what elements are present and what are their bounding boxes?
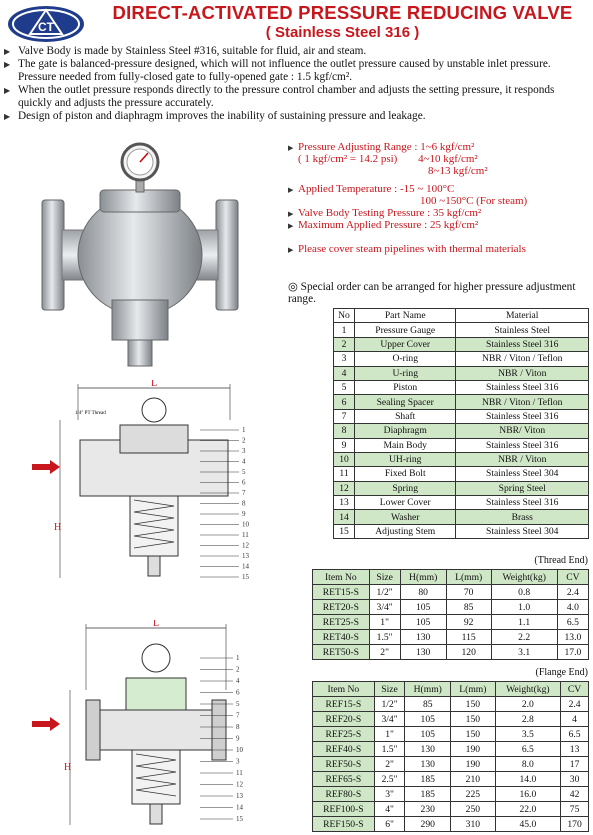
table-cell: Upper Cover	[355, 337, 456, 351]
table-header-row	[334, 309, 589, 323]
table-cell: 2.8	[495, 712, 561, 727]
table-cell: NBR / Viton	[456, 366, 589, 380]
callout-number: 7	[242, 489, 246, 497]
table-cell: 75	[561, 802, 589, 817]
callout-number: 1	[242, 426, 246, 434]
table-cell: 3.1	[491, 645, 557, 660]
table-cell: REF20-S	[313, 712, 375, 727]
callout-number: 4	[242, 457, 246, 466]
callout-number: 1	[236, 654, 240, 662]
table-cell: 8	[334, 424, 355, 438]
table-cell: 6	[334, 395, 355, 409]
callout-number: 7	[236, 711, 240, 720]
table-cell: 130	[405, 757, 451, 772]
table-cell: 2"	[369, 645, 400, 660]
callout-number: 15	[236, 815, 243, 823]
table-cell: 13	[334, 496, 355, 510]
feature-item: ▶ The gate is balanced-pressure designed, which will not influence the outlet pressure caused by unstable inlet pressure. Pressure needed from fully-closed gate to fully-opened gate : 1.5 kgf/cm².	[4, 58, 589, 84]
table-cell: 16.0	[495, 787, 561, 802]
table-cell: 11	[334, 467, 355, 481]
callout-number: 2	[236, 665, 240, 674]
callout-number: 5	[236, 700, 240, 708]
callout-number: 3	[236, 757, 240, 766]
column-header: Item No	[313, 682, 375, 697]
column-header: Weight(kg)	[491, 570, 557, 585]
page-title: DIRECT-ACTIVATED PRESSURE REDUCING VALVE	[112, 2, 573, 23]
special-order-note: ◎ Special order can be arranged for higher pressure adjustment range.	[288, 281, 576, 305]
table-cell: Shaft	[355, 409, 456, 423]
callout-number: 10	[236, 746, 243, 754]
column-header: Size	[374, 682, 405, 697]
parts-table	[333, 308, 589, 539]
table-cell: Stainless Steel 304	[456, 524, 589, 538]
table-cell: 42	[561, 787, 589, 802]
table-row	[313, 817, 589, 832]
company-logo	[6, 4, 86, 44]
table-header-row	[313, 570, 589, 585]
table-cell: 8.0	[495, 757, 561, 772]
callout-number: 15	[242, 573, 249, 580]
callout-number: 8	[242, 499, 246, 508]
table-cell: RET50-S	[313, 645, 370, 660]
thread-end-cross-section-drawing	[30, 380, 270, 580]
feature-item: ▶ Valve Body is made by Stainless Steel #316, suitable for fluid, air and steam.	[4, 45, 589, 58]
table-cell: 1/2"	[374, 697, 405, 712]
table-cell: 3/4"	[374, 712, 405, 727]
table-cell: 1"	[369, 615, 400, 630]
callout-number: 11	[242, 531, 249, 539]
table-cell: 92	[446, 615, 491, 630]
feature-list	[4, 45, 589, 123]
table-cell: 1.5"	[374, 742, 405, 757]
table-cell: 2"	[374, 757, 405, 772]
table-cell: 1/2"	[369, 585, 400, 600]
column-header: Weight(kg)	[495, 682, 561, 697]
callout-number: 4	[236, 677, 240, 685]
table-cell: 6.5	[561, 727, 589, 742]
table-cell: Stainless Steel 316	[456, 337, 589, 351]
column-header: CV	[561, 682, 589, 697]
table-cell: 2.5"	[374, 772, 405, 787]
table-cell: 2.4	[557, 585, 588, 600]
table-cell: 45.0	[495, 817, 561, 832]
table-cell: 17	[561, 757, 589, 772]
table-cell: 105	[405, 727, 451, 742]
table-cell: 105	[400, 600, 446, 615]
valve-photo	[40, 140, 240, 370]
table-cell: 105	[405, 712, 451, 727]
table-row	[313, 630, 589, 645]
table-cell: 4"	[374, 802, 405, 817]
table-cell: 4	[334, 366, 355, 380]
table-cell: 22.0	[495, 802, 561, 817]
table-cell: 1"	[374, 727, 405, 742]
table-row	[334, 352, 589, 366]
table-cell: NBR / Viton	[456, 452, 589, 466]
table-cell: 5	[334, 380, 355, 394]
feature-item: ▶ Design of piston and diaphragm improves the inability of sustaining pressure and leakage.	[4, 110, 589, 123]
table-row	[313, 645, 589, 660]
thread-note: 1/4" PT Thread	[75, 411, 106, 416]
table-cell: 115	[446, 630, 491, 645]
table-row	[334, 337, 589, 351]
table-cell: REF25-S	[313, 727, 375, 742]
table-cell: REF80-S	[313, 787, 375, 802]
table-cell: 310	[451, 817, 495, 832]
table-cell: U-ring	[355, 366, 456, 380]
table-cell: 13	[561, 742, 589, 757]
column-header: Part Name	[355, 309, 456, 323]
callout-number: 9	[242, 510, 246, 518]
table-cell: Spring Steel	[456, 481, 589, 495]
callout-number: 13	[242, 552, 249, 560]
table-cell: 210	[451, 772, 495, 787]
table-cell: RET15-S	[313, 585, 370, 600]
specifications	[288, 141, 588, 255]
table-cell: 130	[400, 630, 446, 645]
table-cell: 150	[451, 727, 495, 742]
table-cell: Sealing Spacer	[355, 395, 456, 409]
table-row	[313, 787, 589, 802]
spec-steam-note: ▶ Please cover steam pipelines with thermal materials	[288, 243, 588, 255]
table-row	[334, 510, 589, 524]
spec-testing-pressure: ▶ Valve Body Testing Pressure : 35 kgf/cm²	[288, 207, 588, 219]
table-cell: Stainless Steel	[456, 323, 589, 337]
table-cell: Brass	[456, 510, 589, 524]
table-cell: 4	[561, 712, 589, 727]
table-row	[334, 366, 589, 380]
table-row	[334, 380, 589, 394]
table-cell: Pressure Gauge	[355, 323, 456, 337]
table-cell: REF100-S	[313, 802, 375, 817]
table-cell: Stainless Steel 316	[456, 380, 589, 394]
table-cell: RET40-S	[313, 630, 370, 645]
table-cell: UH-ring	[355, 452, 456, 466]
table-cell: 150	[451, 712, 495, 727]
flange-end-caption: (Flange End)	[535, 667, 588, 678]
table-cell: Diaphragm	[355, 424, 456, 438]
column-header: Size	[369, 570, 400, 585]
callout-number: 2	[242, 436, 246, 445]
table-cell: RET25-S	[313, 615, 370, 630]
table-cell: REF40-S	[313, 742, 375, 757]
table-cell: REF150-S	[313, 817, 375, 832]
column-header: L(mm)	[446, 570, 491, 585]
spec-pressure-range-2: 4~10 kgf/cm²	[418, 153, 478, 165]
table-cell: 185	[405, 787, 451, 802]
table-cell: 290	[405, 817, 451, 832]
table-row	[313, 802, 589, 817]
table-cell: Spring	[355, 481, 456, 495]
table-row	[334, 438, 589, 452]
logo-text: CT	[38, 20, 54, 34]
callout-number: 14	[242, 562, 249, 571]
table-cell: 2.0	[495, 697, 561, 712]
dimension-l-label: L	[152, 620, 160, 629]
flow-arrow-icon	[32, 460, 60, 474]
column-header: H(mm)	[405, 682, 451, 697]
callout-number: 9	[236, 734, 240, 743]
callout-number: 8	[236, 723, 240, 731]
table-cell: RET20-S	[313, 600, 370, 615]
column-header: Item No	[313, 570, 370, 585]
flange-end-table	[312, 681, 589, 832]
table-cell: 3	[334, 352, 355, 366]
table-cell: Lower Cover	[355, 496, 456, 510]
table-cell: 2.4	[561, 697, 589, 712]
dimension-l-label: L	[150, 380, 158, 389]
spec-pressure-range-3: 8~13 kgf/cm²	[428, 165, 488, 177]
table-cell: 130	[400, 645, 446, 660]
table-cell: 2.2	[491, 630, 557, 645]
table-row	[313, 615, 589, 630]
callout-number: 11	[236, 769, 243, 777]
table-cell: REF15-S	[313, 697, 375, 712]
table-row	[334, 496, 589, 510]
feature-item: ▶ When the outlet pressure responds directly to the pressure control chamber and adjusts the setting pressure, it responds quickly and adjusts the pressure accurately.	[4, 84, 589, 110]
callout-number: 6	[236, 688, 240, 697]
column-header: Material	[456, 309, 589, 323]
table-cell: 7	[334, 409, 355, 423]
thread-end-table	[312, 569, 589, 660]
table-cell: Stainless Steel 316	[456, 438, 589, 452]
table-cell: 230	[405, 802, 451, 817]
table-cell: Stainless Steel 316	[456, 496, 589, 510]
dimension-h-label: H	[54, 522, 62, 533]
spec-pressure-range: ▶ Pressure Adjusting Range : 1~6 kgf/cm²	[288, 141, 588, 153]
table-cell: 85	[405, 697, 451, 712]
table-cell: REF50-S	[313, 757, 375, 772]
table-cell: 17.0	[557, 645, 588, 660]
table-row	[313, 727, 589, 742]
table-cell: 1.1	[491, 615, 557, 630]
table-row	[334, 409, 589, 423]
table-cell: 190	[451, 757, 495, 772]
table-cell: 185	[405, 772, 451, 787]
callout-number: 12	[242, 541, 249, 550]
callout-number: 12	[236, 780, 243, 789]
table-row	[313, 742, 589, 757]
table-row	[334, 481, 589, 495]
table-row	[334, 323, 589, 337]
table-cell: Fixed Bolt	[355, 467, 456, 481]
flange-end-cross-section-drawing	[30, 620, 270, 830]
table-cell: NBR/ Viton	[456, 424, 589, 438]
table-cell: REF65-S	[313, 772, 375, 787]
table-cell: 85	[446, 600, 491, 615]
table-cell: 225	[451, 787, 495, 802]
spec-max-pressure: ▶ Maximum Applied Pressure : 25 kgf/cm²	[288, 219, 588, 231]
table-row	[334, 395, 589, 409]
table-cell: 6.5	[495, 742, 561, 757]
table-cell: 30	[561, 772, 589, 787]
flow-arrow-icon	[32, 717, 60, 731]
page-subtitle: ( Stainless Steel 316 )	[265, 24, 420, 41]
table-cell: 1.0	[491, 600, 557, 615]
table-cell: O-ring	[355, 352, 456, 366]
table-cell: 15	[334, 524, 355, 538]
table-cell: 14.0	[495, 772, 561, 787]
table-row	[334, 467, 589, 481]
table-cell: 170	[561, 817, 589, 832]
column-header: H(mm)	[400, 570, 446, 585]
callout-number: 6	[242, 478, 246, 487]
spec-temperature-steam: 100 ~150°C (For steam)	[420, 195, 528, 207]
column-header: CV	[557, 570, 588, 585]
table-cell: 105	[400, 615, 446, 630]
table-cell: 6.5	[557, 615, 588, 630]
table-cell: 1.5"	[369, 630, 400, 645]
table-row	[313, 757, 589, 772]
table-row	[334, 452, 589, 466]
table-row	[334, 424, 589, 438]
table-cell: 130	[405, 742, 451, 757]
table-row	[313, 585, 589, 600]
table-cell: 12	[334, 481, 355, 495]
callout-number: 13	[236, 792, 243, 800]
table-cell: Washer	[355, 510, 456, 524]
table-cell: 9	[334, 438, 355, 452]
callout-number: 14	[236, 803, 243, 812]
callout-number: 10	[242, 520, 249, 529]
thread-end-caption: (Thread End)	[534, 555, 588, 566]
table-cell: 120	[446, 645, 491, 660]
table-row	[313, 772, 589, 787]
table-cell: 3"	[374, 787, 405, 802]
table-cell: 14	[334, 510, 355, 524]
table-cell: 250	[451, 802, 495, 817]
table-cell: 10	[334, 452, 355, 466]
table-cell: NBR / Viton / Teflon	[456, 395, 589, 409]
callout-number: 5	[242, 468, 246, 476]
column-header: No	[334, 309, 355, 323]
callout-number: 3	[242, 447, 246, 455]
table-row	[334, 524, 589, 538]
table-header-row	[313, 682, 589, 697]
table-cell: 4.0	[557, 600, 588, 615]
table-row	[313, 712, 589, 727]
spec-temperature: ▶ Applied Temperature : -15 ~ 100°C	[288, 183, 588, 195]
table-cell: NBR / Viton / Teflon	[456, 352, 589, 366]
column-header: L(mm)	[451, 682, 495, 697]
table-row	[313, 697, 589, 712]
dimension-h-label: H	[64, 762, 72, 773]
table-cell: 3/4"	[369, 600, 400, 615]
table-cell: Adjusting Stem	[355, 524, 456, 538]
table-cell: 0.8	[491, 585, 557, 600]
table-cell: 190	[451, 742, 495, 757]
table-row	[313, 600, 589, 615]
table-cell: 150	[451, 697, 495, 712]
spec-pressure-note: ( 1 kgf/cm² = 14.2 psi)	[298, 153, 398, 165]
table-cell: Stainless Steel 304	[456, 467, 589, 481]
table-cell: 6"	[374, 817, 405, 832]
table-cell: Piston	[355, 380, 456, 394]
table-cell: Stainless Steel 316	[456, 409, 589, 423]
table-cell: 3.5	[495, 727, 561, 742]
table-cell: 70	[446, 585, 491, 600]
table-cell: 80	[400, 585, 446, 600]
table-cell: 1	[334, 323, 355, 337]
table-cell: 2	[334, 337, 355, 351]
table-cell: 13.0	[557, 630, 588, 645]
table-cell: Main Body	[355, 438, 456, 452]
